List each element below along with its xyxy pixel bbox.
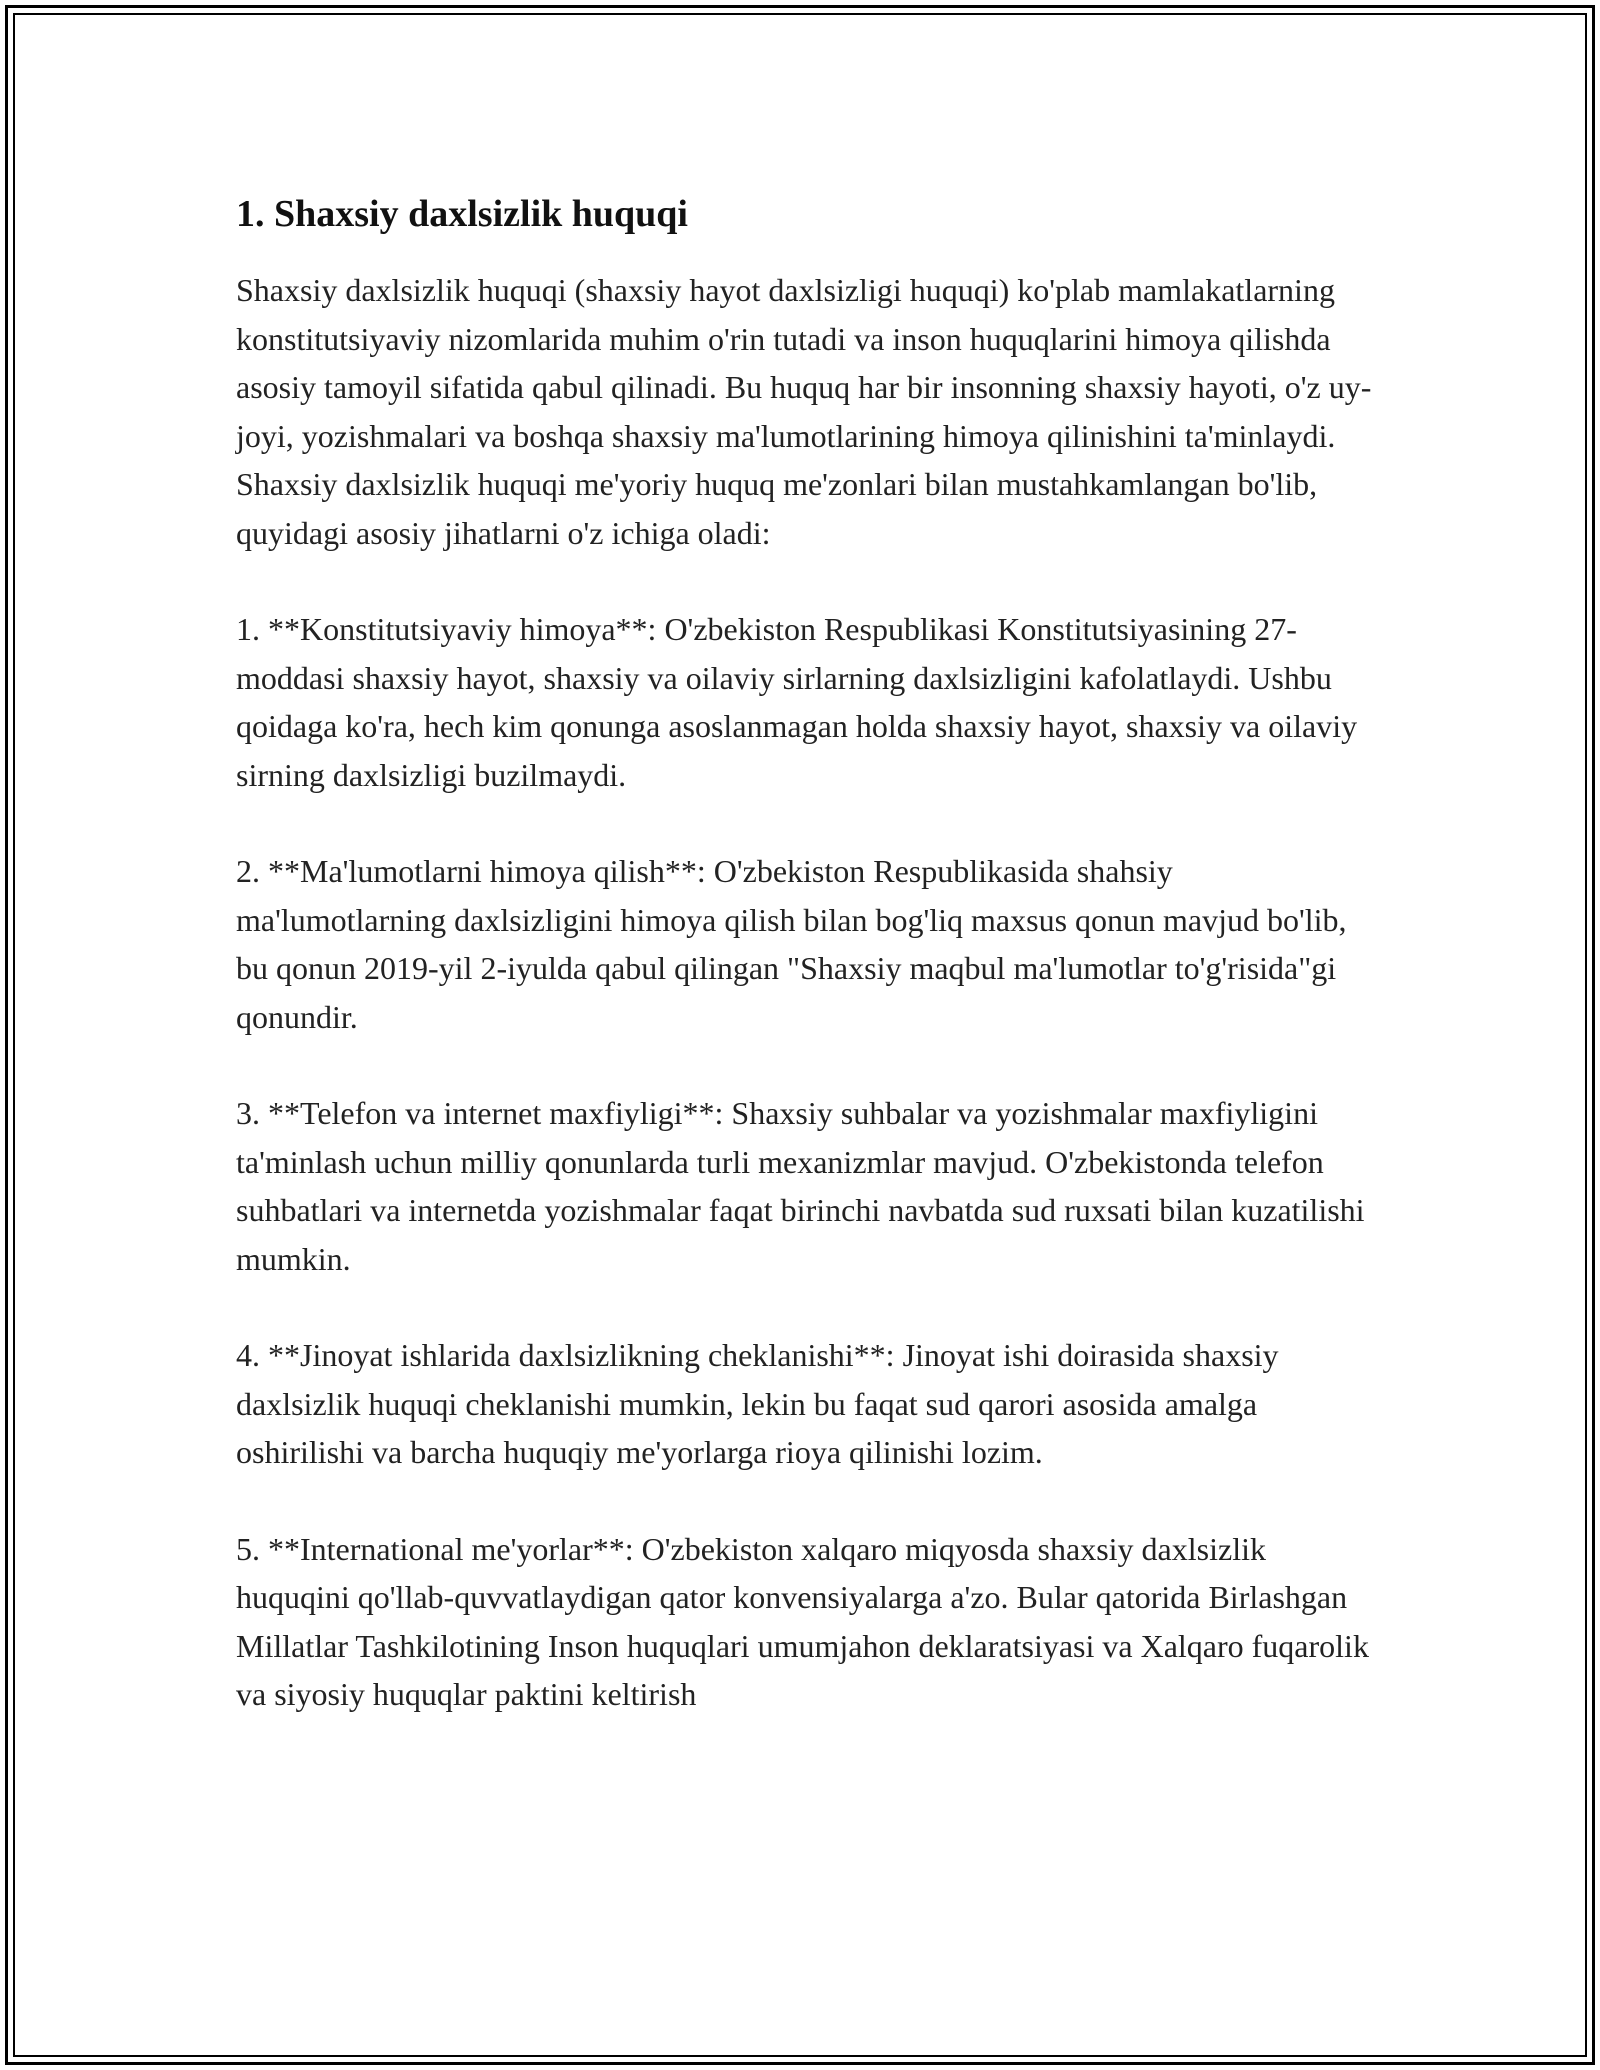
list-item-criminal-case-limits: 4. **Jinoyat ishlarida daxlsizlikning cheklanishi**: Jinoyat ishi doirasida shaxsiy daxlsizlik huquqi cheklanishi mumkin, lekin bu faqat sud qarori asosida amalga oshirilishi va barcha huquqiy me'yorlarga rioya qilinishi lozim.: [236, 1337, 1279, 1470]
list-item-constitutional-protection: 1. **Konstitutsiyaviy himoya**: O'zbekiston Respublikasi Konstitutsiyasining 27-moddasi shaxsiy hayot, shaxsiy va oilaviy sirlarning daxlsizligini kafolatlaydi. Ushbu qoidaga ko'ra, hech kim qonunga asoslanmagan holda shaxsiy hayot, shaxsiy va oilaviy sirning daxlsizligi buzilmaydi.: [236, 611, 1358, 793]
list-item-telephone-internet-privacy: 3. **Telefon va internet maxfiyligi**: Shaxsiy suhbalar va yozishmalar maxfiyligini ta'minlash uchun milliy qonunlarda turli mexanizmlar mavjud. O'zbekistonda telefon suhbatlari va internetda yozishmalar faqat birinchi navbatda sud ruxsati bilan kuzatilishi mumkin.: [236, 1095, 1365, 1277]
document-body: [236, 186, 1376, 1719]
section-heading: 1. Shaxsiy daxlsizlik huquqi: [236, 193, 688, 235]
list-item-data-protection: 2. **Ma'lumotlarni himoya qilish**: O'zbekiston Respublikasida shahsiy ma'lumotlarning daxlsizligini himoya qilish bilan bog'liq maxsus qonun mavjud bo'lib, bu qonun 2019-yil 2-iyulda qabul qilingan "Shaxsiy maqbul ma'lumotlar to'g'risida"gi qonundir.: [236, 853, 1347, 1035]
intro-paragraph: Shaxsiy daxlsizlik huquqi (shaxsiy hayot daxlsizligi huquqi) ko'plab mamlakatlarning konstitutsiyaviy nizomlarida muhim o'rin tutadi va inson huquqlarini himoya qilishda asosiy tamoyil sifatida qabul qilinadi. Bu huquq har bir insonning shaxsiy hayoti, o'z uy-joyi, yozishmalari va boshqa shaxsiy ma'lumotlarining himoya qilinishini ta'minlaydi. Shaxsiy daxlsizlik huquqi me'yoriy huquq me'zonlari bilan mustahkamlangan bo'lib, quyidagi asosiy jihatlarni o'z ichiga oladi:: [236, 272, 1372, 551]
list-item-international-norms: 5. **International me'yorlar**: O'zbekiston xalqaro miqyosda shaxsiy daxlsizlik huquqini qo'llab-quvvatlaydigan qator konvensiyalarga a'zo. Bular qatorida Birlashgan Millatlar Tashkilotining Inson huquqlari umumjahon deklaratsiyasi va Xalqaro fuqarolik va siyosiy huquqlar paktini keltirish: [236, 1530, 1369, 1712]
